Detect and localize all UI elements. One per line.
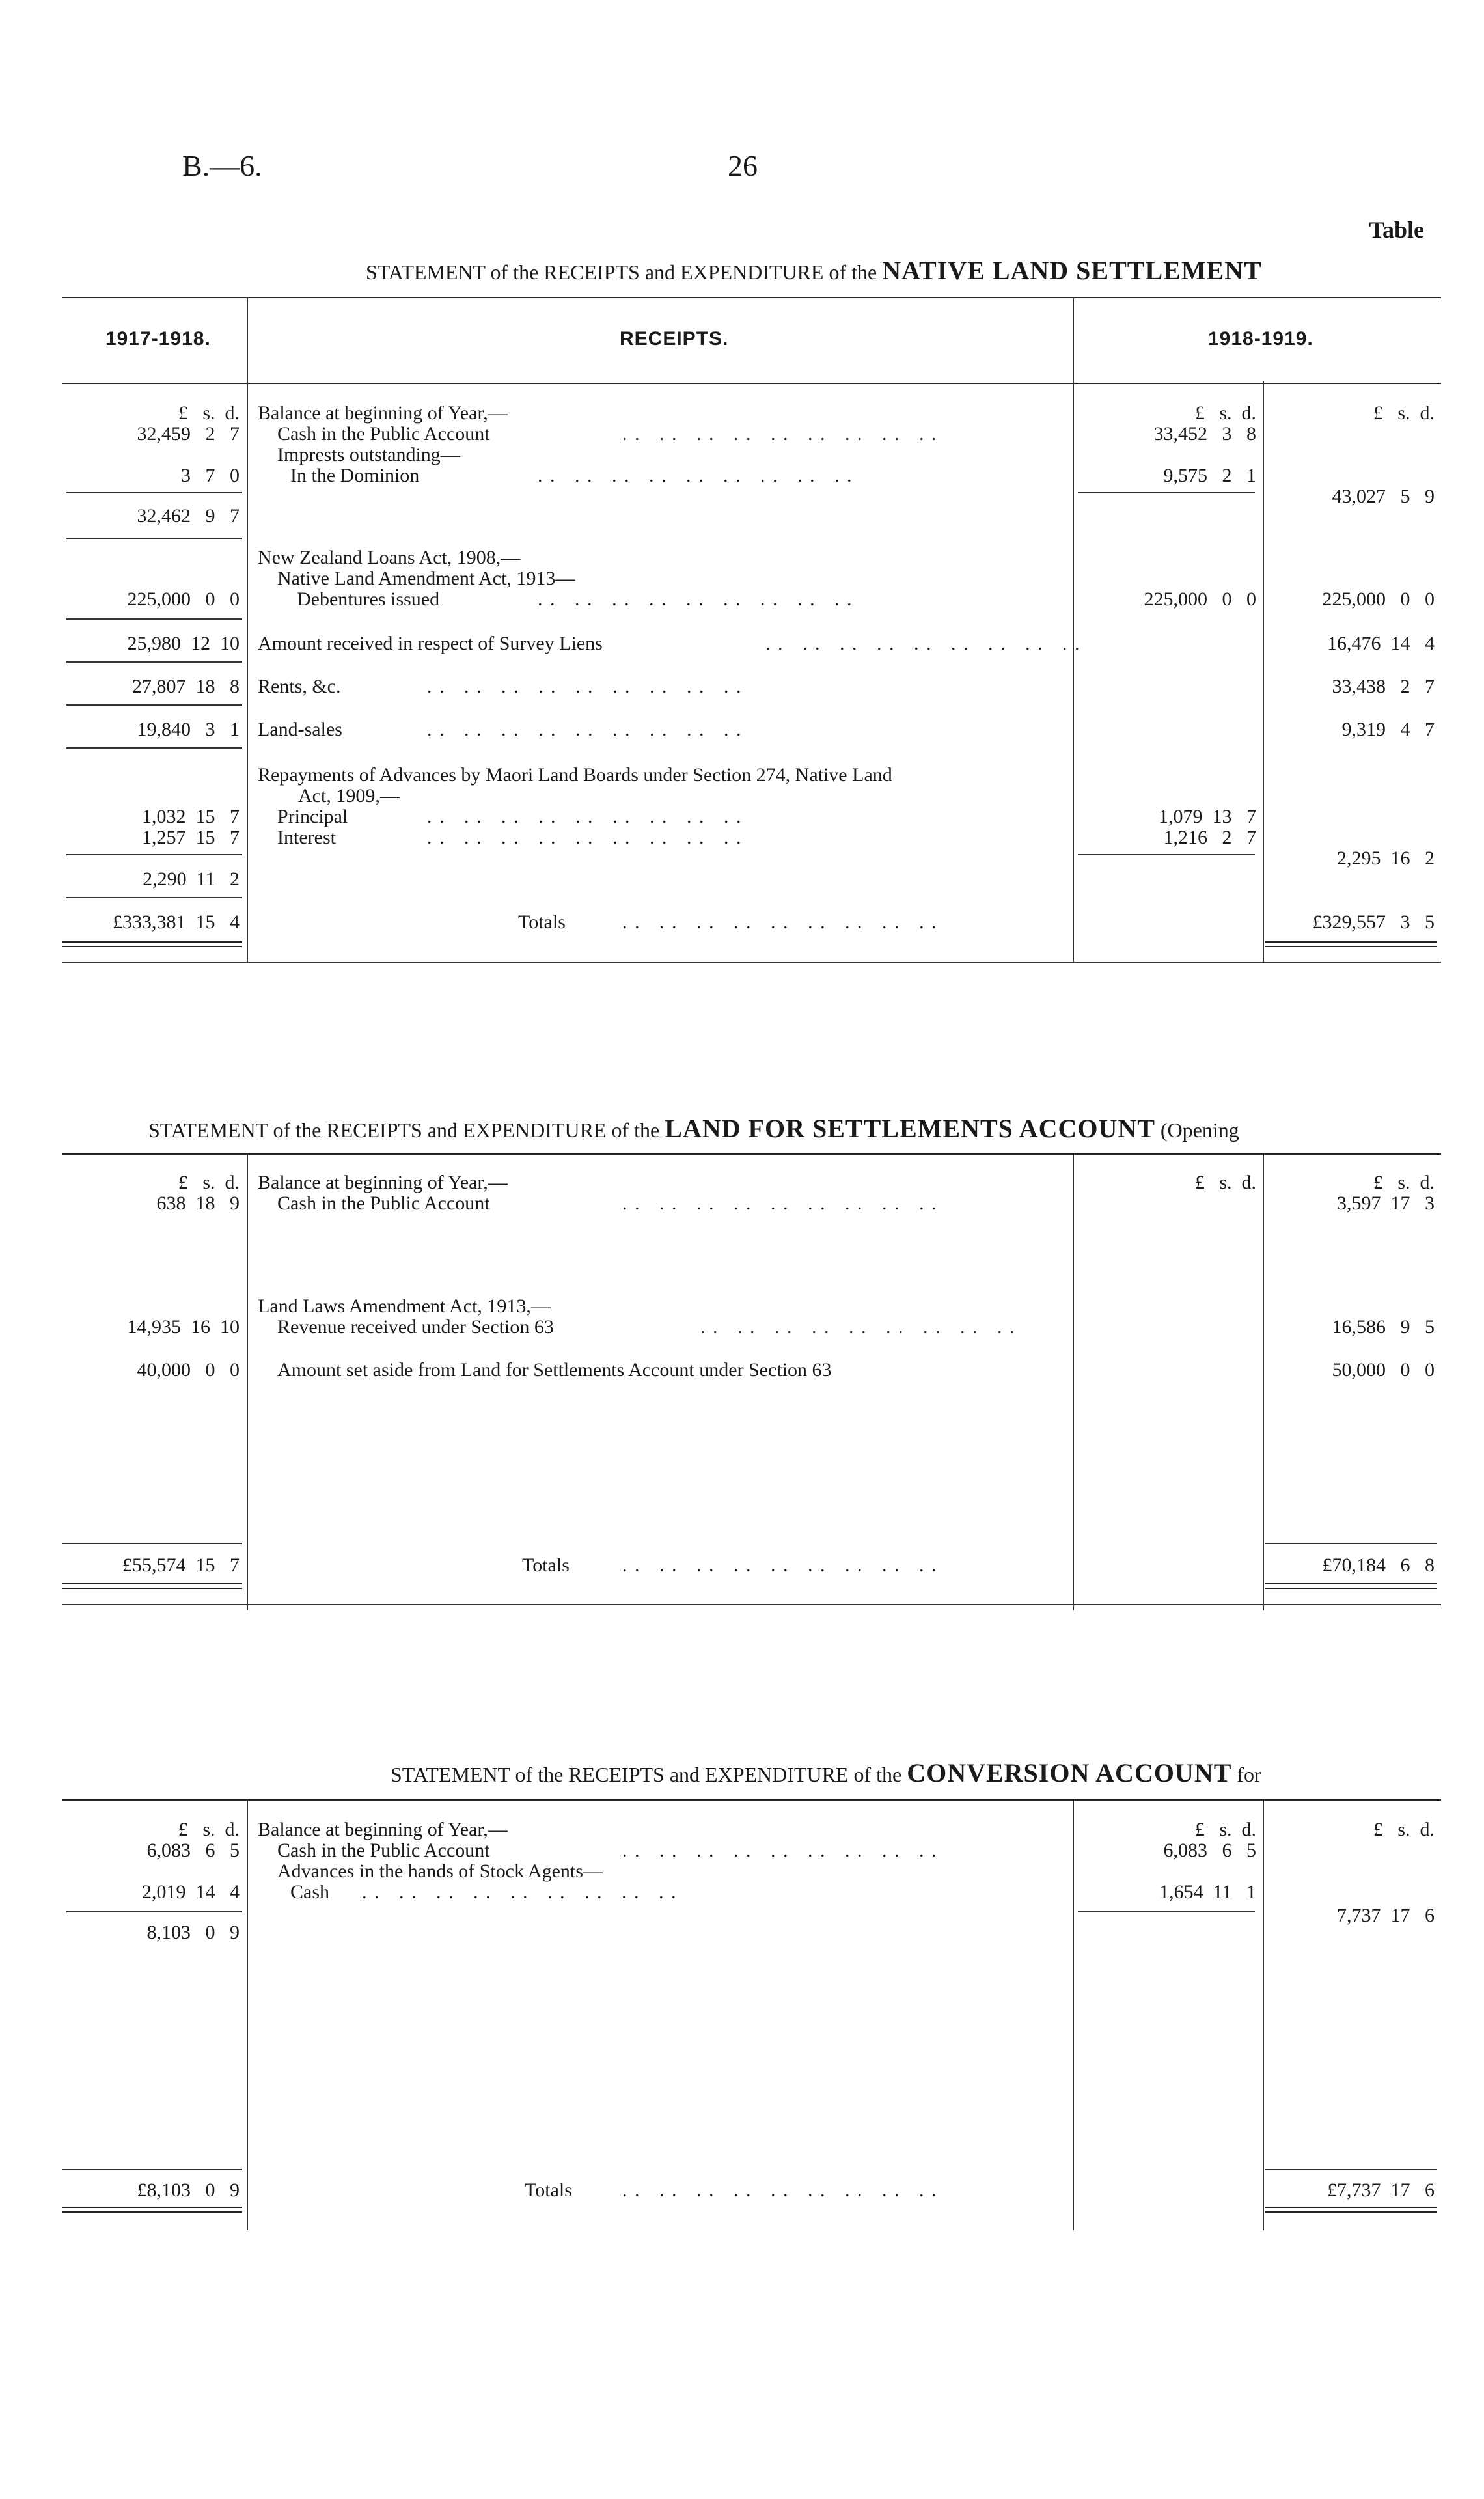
psd-header: £ s. d.: [1194, 402, 1256, 424]
dot-leader: . . . . . . . . . . . . . . . . . .: [427, 827, 743, 848]
cell-value: 2,295 16 2: [1337, 848, 1435, 869]
dot-leader: . . . . . . . . . . . . . . . . . .: [622, 1840, 938, 1861]
row-label: Principal: [277, 806, 348, 827]
cell-value: 3 7 0: [181, 465, 240, 486]
totals-label: Totals: [518, 911, 566, 933]
lfs-title-caps: LAND FOR SETTLEMENTS ACCOUNT: [665, 1114, 1155, 1143]
cell-value: 225,000 0 0: [127, 588, 240, 610]
row-label: New Zealand Loans Act, 1908,—: [258, 547, 521, 568]
col-curr-year: 1918-1919.: [1208, 328, 1313, 350]
cell-value: 1,654 11 1: [1159, 1881, 1256, 1903]
dot-leader: . . . . . . . . . . . . . . . . . .: [622, 911, 938, 933]
double-rule: [1265, 941, 1437, 947]
cell-value: 8,103 0 9: [146, 1922, 240, 1943]
row-label: Cash in the Public Account: [277, 1840, 490, 1861]
cell-value: 6,083 6 5: [146, 1840, 240, 1861]
double-rule: [62, 1583, 242, 1589]
cell-value: 50,000 0 0: [1332, 1359, 1435, 1381]
row-label: Interest: [277, 827, 336, 848]
row-label: Land Laws Amendment Act, 1913,—: [258, 1295, 551, 1317]
dot-leader: . . . . . . . . . . . . . . . . . .: [427, 806, 743, 827]
cell-value: 6,083 6 5: [1163, 1840, 1256, 1861]
rule: [1078, 1911, 1255, 1912]
native-divider: [247, 297, 248, 963]
psd-header: £ s. d.: [1373, 1819, 1435, 1840]
psd-header: £ s. d.: [1373, 1172, 1435, 1193]
row-label: Rents, &c.: [258, 676, 341, 697]
row-label: Balance at beginning of Year,—: [258, 1172, 508, 1193]
psd-header: £ s. d.: [1194, 1819, 1256, 1840]
total-value: £329,557 3 5: [1312, 911, 1435, 933]
row-label: Repayments of Advances by Maori Land Boards under Section 274, Native Land: [258, 764, 892, 786]
double-rule: [62, 2207, 242, 2213]
cell-value: 1,257 15 7: [142, 827, 240, 848]
cell-value: 16,586 9 5: [1332, 1316, 1435, 1338]
row-label: Cash in the Public Account: [277, 423, 490, 445]
row-label: Revenue received under Section 63: [277, 1316, 554, 1338]
rule: [66, 854, 242, 855]
rule: [62, 1543, 242, 1544]
dot-leader: . . . . . . . . . . . . . . . . . .: [700, 1316, 1016, 1338]
cell-value: 3,597 17 3: [1337, 1193, 1435, 1214]
cell-value: 1,079 13 7: [1159, 806, 1256, 827]
cell-value: 1,216 2 7: [1163, 827, 1256, 848]
row-label: Amount set aside from Land for Settlements Account under Section 63: [277, 1359, 832, 1381]
cell-value: 33,438 2 7: [1332, 676, 1435, 697]
rule: [1078, 492, 1255, 493]
row-label: In the Dominion: [290, 465, 420, 486]
rule: [1265, 1543, 1437, 1544]
rule: [66, 897, 242, 898]
cell-value: 225,000 0 0: [1144, 588, 1256, 610]
cell-value: 9,319 4 7: [1341, 719, 1435, 740]
row-label: Imprests outstanding—: [277, 444, 460, 465]
lfs-divider: [1263, 1155, 1264, 1610]
cell-value: 43,027 5 9: [1332, 486, 1435, 507]
total-value: £55,574 15 7: [122, 1554, 240, 1576]
row-label: Balance at beginning of Year,—: [258, 402, 508, 424]
row-label: Land-sales: [258, 719, 342, 740]
dot-leader: . . . . . . . . . . . . . . . . . .: [538, 588, 853, 610]
native-table: [62, 297, 1441, 963]
psd-header: £ s. d.: [1373, 402, 1435, 424]
table-label: Table: [1369, 217, 1424, 243]
col-receipts: RECEIPTS.: [620, 328, 729, 350]
row-label: Advances in the hands of Stock Agents—: [277, 1860, 603, 1882]
total-value: £70,184 6 8: [1322, 1554, 1435, 1576]
rule: [66, 618, 242, 620]
lfs-divider: [1073, 1155, 1074, 1610]
rule: [66, 704, 242, 706]
cell-value: 14,935 16 10: [127, 1316, 240, 1338]
table-bottom: [62, 1604, 1441, 1605]
cell-value: 25,980 12 10: [127, 633, 240, 654]
lfs-divider: [247, 1155, 248, 1610]
double-rule: [1265, 1583, 1437, 1589]
lfs-title-prefix: STATEMENT of the RECEIPTS and EXPENDITURE of the: [148, 1118, 660, 1142]
col-prev-year: 1917-1918.: [105, 328, 211, 350]
row-label: Amount received in respect of Survey Liens: [258, 633, 603, 654]
native-title-prefix: STATEMENT of the RECEIPTS and EXPENDITURE of the: [366, 260, 877, 284]
dot-leader: . . . . . . . . . . . . . . . . . .: [765, 633, 1081, 654]
row-label: Cash: [290, 1881, 329, 1903]
cell-value: 32,462 9 7: [137, 505, 240, 527]
document-reference: B.—6.: [182, 149, 262, 182]
lfs-table: [62, 1153, 1441, 1610]
lfs-title-suffix: (Opening: [1160, 1118, 1239, 1142]
rule: [66, 747, 242, 749]
dot-leader: . . . . . . . . . . . . . . . . . .: [362, 1881, 678, 1903]
rule: [66, 1911, 242, 1912]
total-value: £8,103 0 9: [137, 2179, 240, 2201]
double-rule: [62, 941, 242, 947]
cell-value: 225,000 0 0: [1322, 588, 1435, 610]
native-divider: [1263, 381, 1264, 963]
conv-divider: [247, 1801, 248, 2230]
cell-value: 32,459 2 7: [137, 423, 240, 445]
dot-leader: . . . . . . . . . . . . . . . . . .: [538, 465, 853, 486]
lfs-title: [148, 1113, 1239, 1144]
cell-value: 9,575 2 1: [1163, 465, 1256, 486]
conv-divider: [1263, 1801, 1264, 2230]
rule: [1078, 854, 1255, 855]
total-value: £7,737 17 6: [1327, 2179, 1435, 2201]
rule: [66, 492, 242, 493]
row-label: Act, 1909,—: [298, 785, 400, 807]
totals-label: Totals: [522, 1554, 570, 1576]
psd-header: £ s. d.: [1194, 1172, 1256, 1193]
conv-title-suffix: for: [1237, 1763, 1261, 1786]
native-title: [366, 255, 1262, 286]
cell-value: 40,000 0 0: [137, 1359, 240, 1381]
dot-leader: . . . . . . . . . . . . . . . . . .: [622, 2179, 938, 2201]
row-label: Balance at beginning of Year,—: [258, 1819, 508, 1840]
psd-header: £ s. d.: [178, 1819, 240, 1840]
row-label: Debentures issued: [297, 588, 440, 610]
dot-leader: . . . . . . . . . . . . . . . . . .: [622, 1193, 938, 1214]
cell-value: 2,290 11 2: [143, 868, 240, 890]
dot-leader: . . . . . . . . . . . . . . . . . .: [427, 676, 743, 697]
row-label: Cash in the Public Account: [277, 1193, 490, 1214]
conv-table: [62, 1799, 1441, 2230]
table-bottom: [62, 962, 1441, 963]
cell-value: 7,737 17 6: [1337, 1905, 1435, 1926]
psd-header: £ s. d.: [178, 402, 240, 424]
rule: [66, 661, 242, 663]
cell-value: 2,019 14 4: [142, 1881, 240, 1903]
cell-value: 16,476 14 4: [1327, 633, 1435, 654]
cell-value: 19,840 3 1: [137, 719, 240, 740]
cell-value: 33,452 3 8: [1153, 423, 1256, 445]
rule: [62, 2169, 242, 2170]
totals-label: Totals: [525, 2179, 572, 2201]
conv-title: [391, 1758, 1261, 1788]
cell-value: 638 18 9: [156, 1193, 240, 1214]
cell-value: 27,807 18 8: [132, 676, 240, 697]
native-divider: [1073, 297, 1074, 963]
psd-header: £ s. d.: [178, 1172, 240, 1193]
rule: [66, 538, 242, 539]
total-value: £333,381 15 4: [113, 911, 240, 933]
conv-title-caps: CONVERSION ACCOUNT: [907, 1758, 1232, 1788]
page-number: 26: [728, 149, 758, 182]
rule: [1265, 2169, 1437, 2170]
dot-leader: . . . . . . . . . . . . . . . . . .: [622, 423, 938, 445]
dot-leader: . . . . . . . . . . . . . . . . . .: [427, 719, 743, 740]
conv-title-prefix: STATEMENT of the RECEIPTS and EXPENDITURE of the: [391, 1763, 902, 1786]
native-title-caps: NATIVE LAND SETTLEMENT: [882, 256, 1262, 285]
row-label: Native Land Amendment Act, 1913—: [277, 568, 575, 589]
double-rule: [1265, 2207, 1437, 2213]
conv-divider: [1073, 1801, 1074, 2230]
dot-leader: . . . . . . . . . . . . . . . . . .: [622, 1554, 938, 1576]
cell-value: 1,032 15 7: [142, 806, 240, 827]
